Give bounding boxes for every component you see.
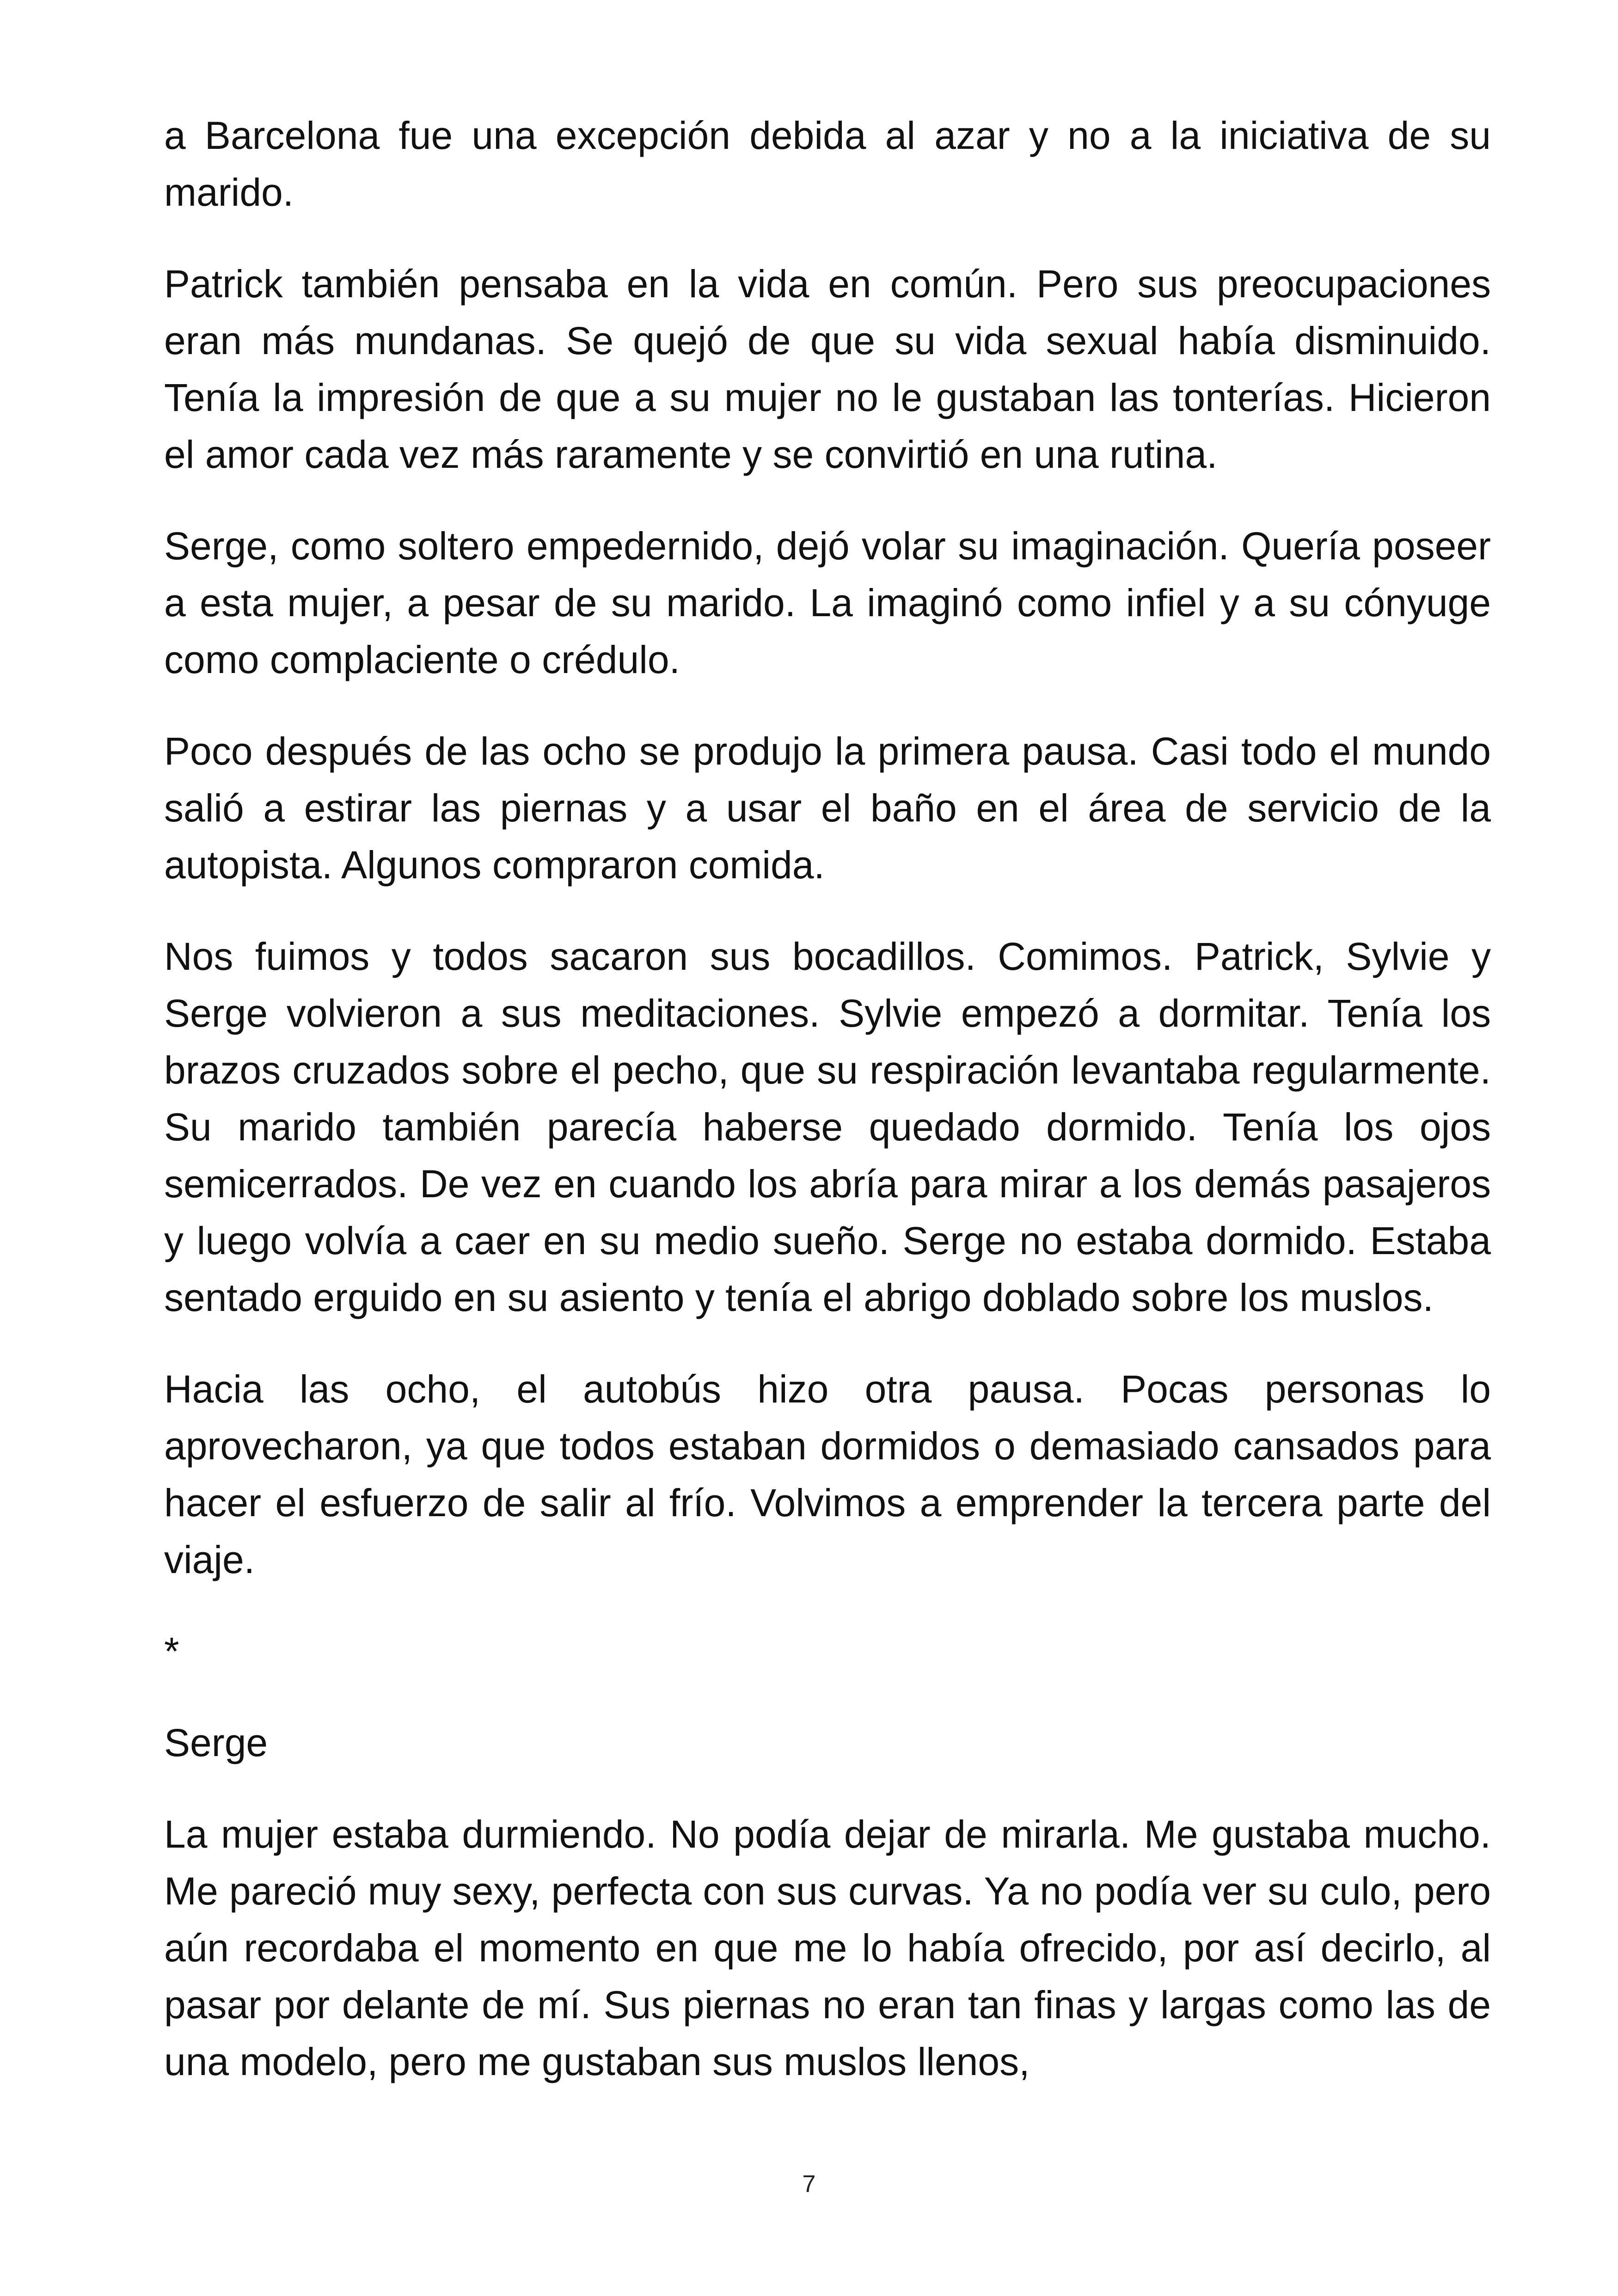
paragraph-2: Patrick también pensaba en la vida en común. Pero sus preocupaciones eran más mundanas. Se quejó de que su vida sexual había disminuido. Tenía la impresión de que a su mujer no le gustaban las tonterías. Hicieron el amor cada vez más raramente y se convirtió en una rutina. [164, 262, 1491, 476]
paragraph-7: La mujer estaba durmiendo. No podía dejar de mirarla. Me gustaba mucho. Me pareció muy sexy, perfecta con sus curvas. Ya no podía ver su culo, pero aún recordaba el momento en que me lo había ofrecido, por así decirlo, al pasar por delante de mí. Sus piernas no eran tan finas y largas como las de una modelo, pero me gustaban sus muslos llenos, [164, 1812, 1491, 2083]
body-text [164, 107, 1491, 2125]
paragraph-5: Nos fuimos y todos sacaron sus bocadillos. Comimos. Patrick, Sylvie y Serge volvieron a sus meditaciones. Sylvie empezó a dormitar. Tenía los brazos cruzados sobre el pecho, que su respiración levantaba regularmente. Su marido también parecía haberse quedado dormido. Tenía los ojos semicerrados. De vez en cuando los abría para mirar a los demás pasajeros y luego volvía a caer en su medio sueño. Serge no estaba dormido. Estaba sentado erguido en su asiento y tenía el abrigo doblado sobre los muslos. [164, 935, 1491, 1319]
paragraph-1: a Barcelona fue una excepción debida al azar y no a la iniciativa de su marido. [164, 114, 1491, 214]
paragraph-4: Poco después de las ocho se produjo la primera pausa. Casi todo el mundo salió a estirar las piernas y a usar el baño en el área de servicio de la autopista. Algunos compraron comida. [164, 729, 1491, 887]
paragraph-3: Serge, como soltero empedernido, dejó volar su imaginación. Quería poseer a esta mujer, a pesar de su marido. La imaginó como infiel y a su cónyuge como complaciente o crédulo. [164, 524, 1491, 681]
paragraph-6: Hacia las ocho, el autobús hizo otra pausa. Pocas personas lo aprovecharon, ya que todos estaban dormidos o demasiado cansados para hacer el esfuerzo de salir al frío. Volvimos a emprender la tercera parte del viaje. [164, 1367, 1491, 1581]
page-number: 7 [802, 2171, 816, 2198]
section-break-asterisk: * [164, 1629, 179, 1673]
section-heading: Serge [164, 1721, 268, 1764]
